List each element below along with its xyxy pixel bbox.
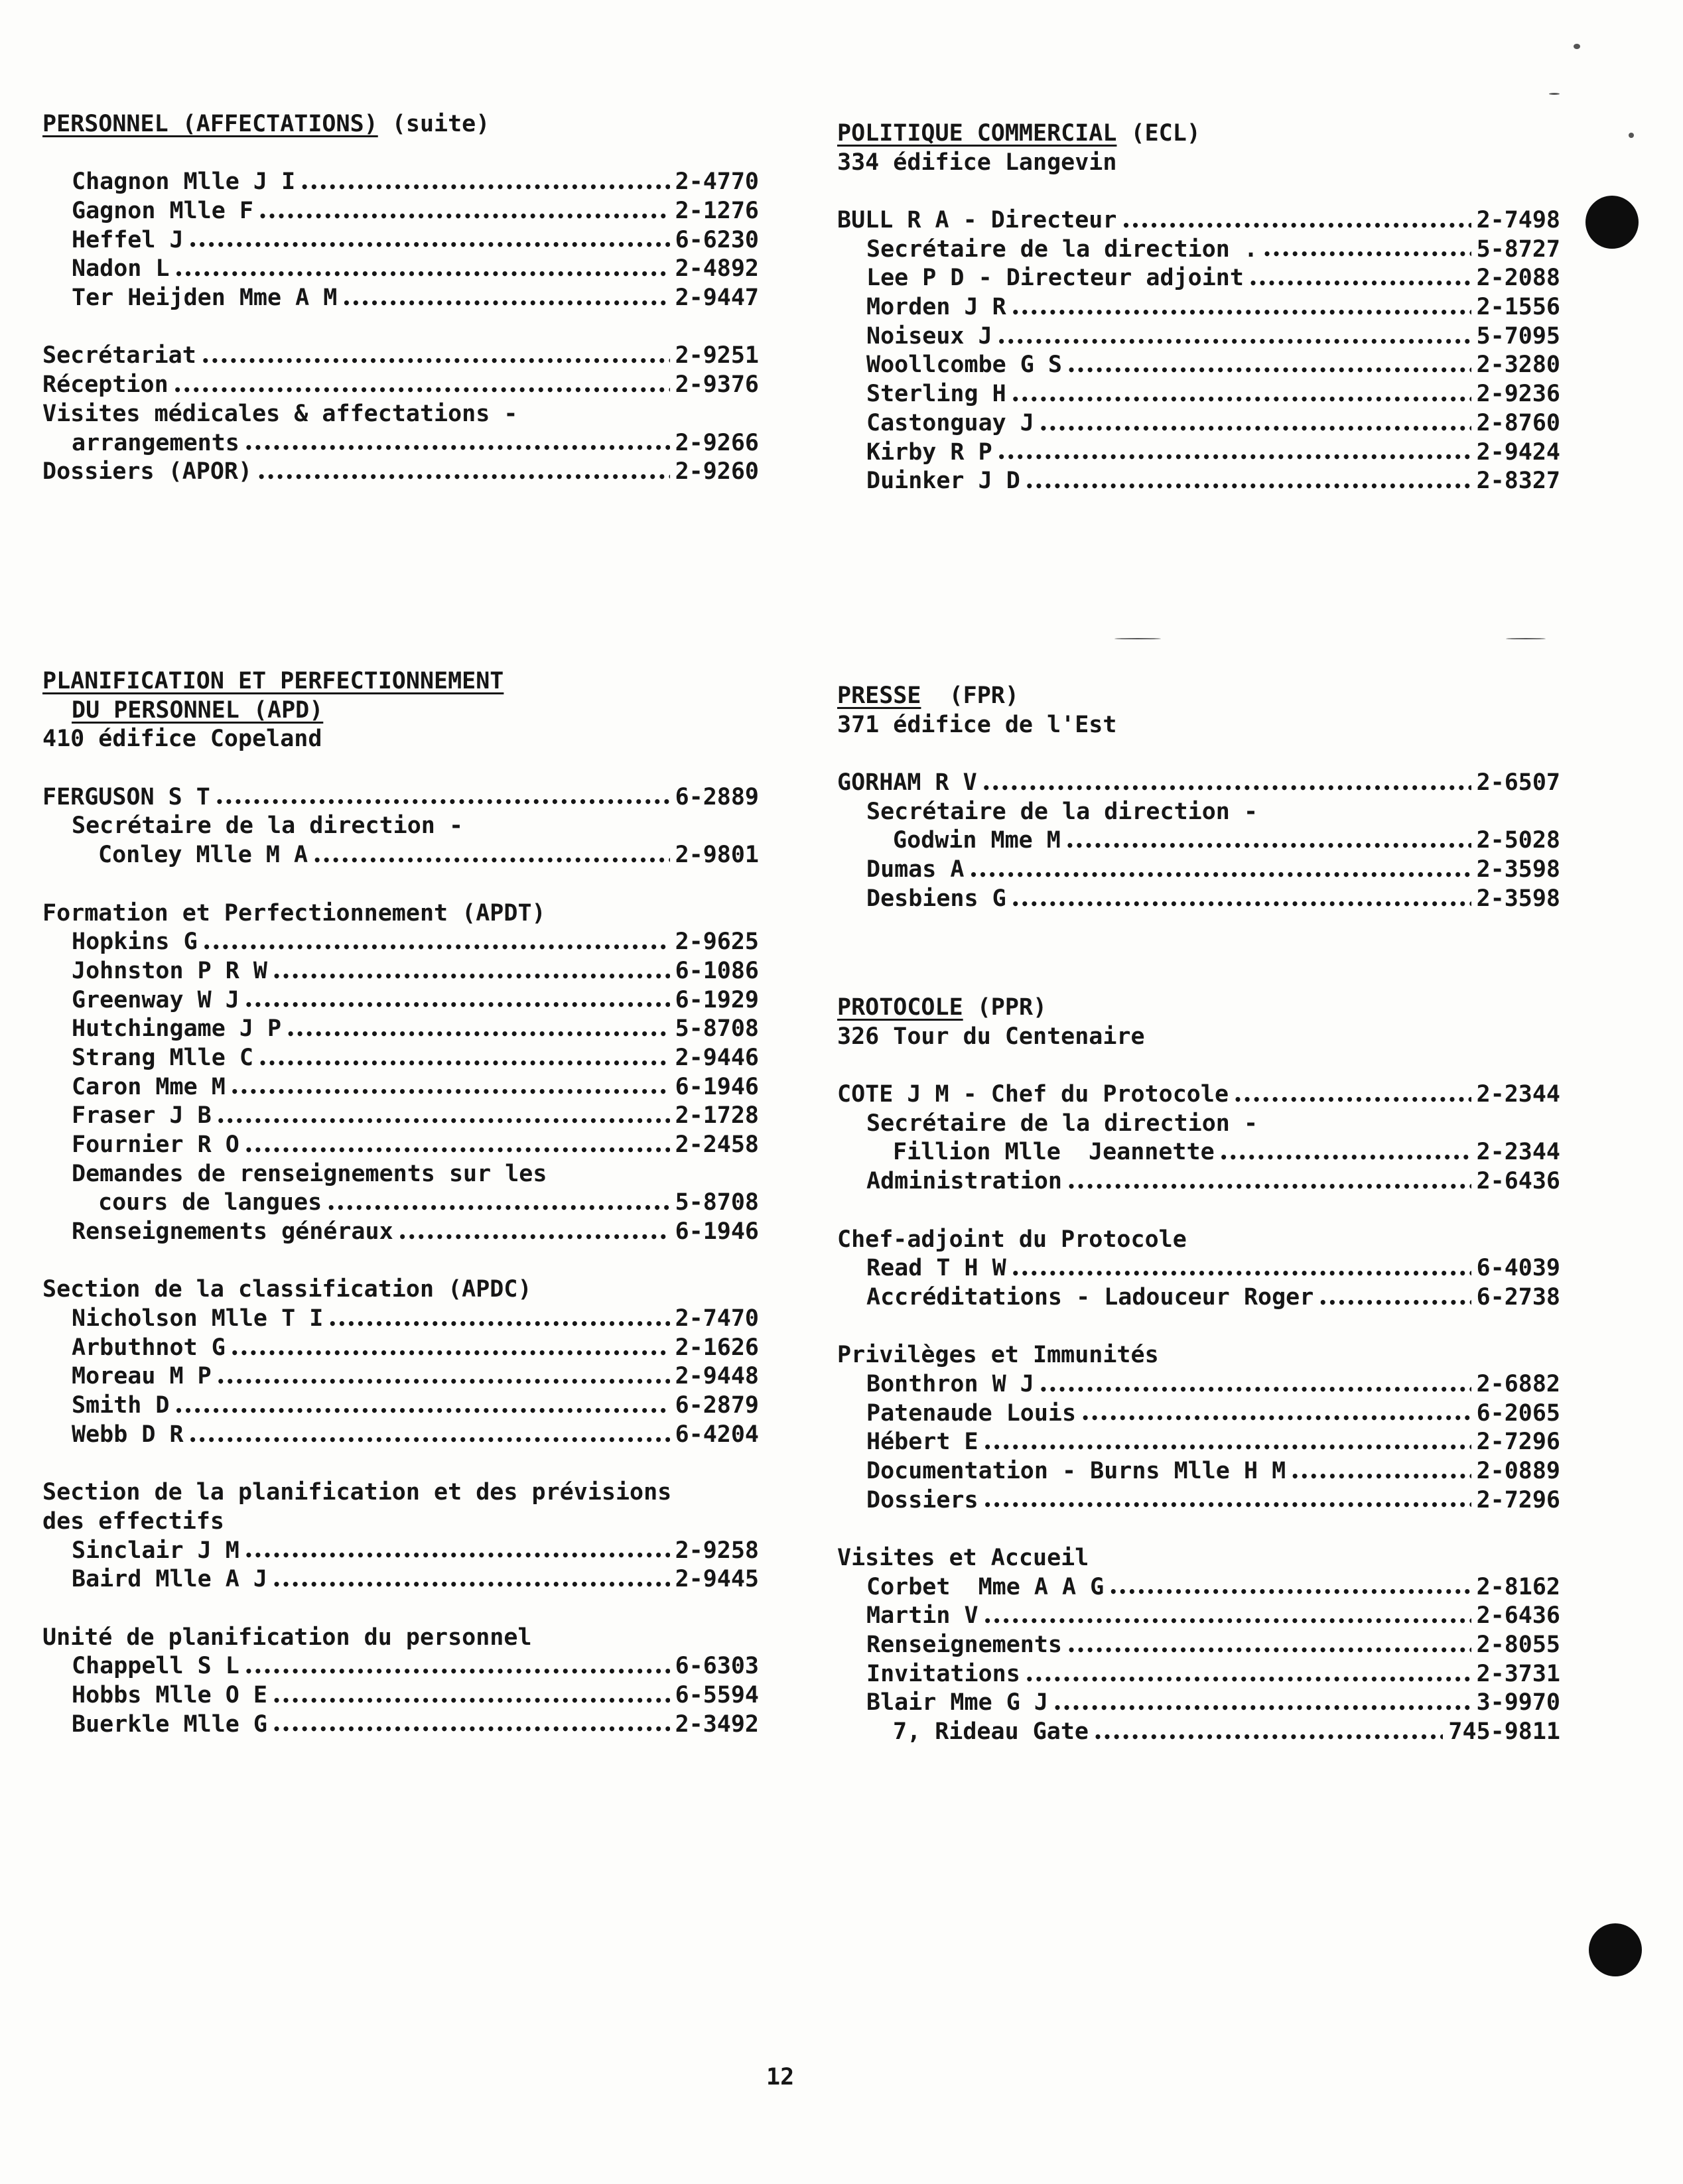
directory-row: Read T H W ••••• 6-4039 [837, 1254, 1560, 1283]
directory-row: Dossiers (APOR) ••••• 2-9260 [42, 458, 759, 487]
directory-row: Nicholson Mlle T I ••••• 2-7470 [42, 1305, 759, 1334]
scan-speck [1574, 44, 1580, 49]
directory-row: Ter Heijden Mme A M ••••• 2-9447 [42, 284, 759, 313]
section-title: PROTOCOLE (PPR) [837, 994, 1047, 1021]
directory-row: Hébert E ••••• 2-7296 [837, 1428, 1560, 1457]
directory-row: arrangements ••••• 2-9266 [42, 429, 759, 458]
directory-row: Réception ••••• 2-9376 [42, 371, 759, 400]
planification-section [42, 667, 759, 1739]
section-title: PLANIFICATION ET PERFECTIONNEMENT [42, 668, 504, 694]
politique-section [837, 119, 1560, 496]
directory-row: Chappell S L ••••• 6-6303 [42, 1652, 759, 1681]
directory-row: Accréditations - Ladouceur Roger ••••• 6-2738 [837, 1283, 1560, 1313]
directory-row: Kirby R P ••••• 2-9424 [837, 438, 1560, 468]
punch-hole [1585, 196, 1639, 249]
directory-row: Strang Mlle C ••••• 2-9446 [42, 1044, 759, 1073]
directory-row: Dossiers ••••• 2-7296 [837, 1486, 1560, 1515]
secretary-label: Secrétaire de la direction - [866, 1110, 1258, 1137]
directory-row: Greenway W J ••••• 6-1929 [42, 986, 759, 1015]
directory-row: Chagnon Mlle J I ••••• 2-4770 [42, 168, 759, 197]
directory-row: Arbuthnot G ••••• 2-1626 [42, 1334, 759, 1363]
presse-section [837, 682, 1560, 914]
subsection-label: Unité de planification du personnel [42, 1624, 532, 1651]
directory-row: Morden J R ••••• 2-1556 [837, 293, 1560, 322]
directory-row: Conley Mlle M A ••••• 2-9801 [42, 841, 759, 870]
section-title: PERSONNEL (AFFECTATIONS) (suite) [42, 111, 490, 137]
directory-row: Gagnon Mlle F ••••• 2-1276 [42, 197, 759, 226]
scan-speck [1549, 93, 1560, 95]
directory-row: Secrétaire de la direction . ••••• 5-8727 [837, 235, 1560, 265]
directory-row: Duinker J D ••••• 2-8327 [837, 467, 1560, 496]
secretary-label: Secrétaire de la direction - [866, 798, 1258, 825]
directory-row: cours de langues ••••• 5-8708 [42, 1188, 759, 1218]
protocole-section [837, 994, 1560, 1747]
directory-row: BULL R A - Directeur ••••• 2-7498 [837, 206, 1560, 235]
directory-row: Fraser J B ••••• 2-1728 [42, 1102, 759, 1131]
visites-label: Visites médicales & affectations - [42, 400, 518, 427]
directory-row: Documentation - Burns Mlle H M ••••• 2-0889 [837, 1457, 1560, 1486]
directory-row: Renseignements généraux ••••• 6-1946 [42, 1218, 759, 1247]
subsection-label: Privilèges et Immunités [837, 1342, 1159, 1369]
directory-row: Patenaude Louis ••••• 6-2065 [837, 1399, 1560, 1429]
directory-row: FERGUSON S T ••••• 6-2889 [42, 783, 759, 812]
directory-row: Castonguay J ••••• 2-8760 [837, 409, 1560, 438]
directory-row: Fillion Mlle Jeannette ••••• 2-2344 [837, 1138, 1560, 1167]
directory-row: COTE J M - Chef du Protocole ••••• 2-2344 [837, 1080, 1560, 1110]
directory-row: Sterling H ••••• 2-9236 [837, 380, 1560, 409]
directory-row: Administration ••••• 2-6436 [837, 1167, 1560, 1196]
directory-row: Bonthron W J ••••• 2-6882 [837, 1370, 1560, 1399]
directory-row: Desbiens G ••••• 2-3598 [837, 885, 1560, 914]
personnel-list [42, 168, 759, 312]
directory-row: Johnston P R W ••••• 6-1086 [42, 957, 759, 986]
directory-row: Blair Mme G J ••••• 3-9970 [837, 1689, 1560, 1718]
scan-speck [1114, 638, 1161, 639]
directory-row: Baird Mlle A J ••••• 2-9445 [42, 1565, 759, 1594]
directory-row: Caron Mme M ••••• 6-1946 [42, 1073, 759, 1102]
directory-row: Webb D R ••••• 6-4204 [42, 1421, 759, 1450]
directory-row: Dumas A ••••• 2-3598 [837, 856, 1560, 885]
section-title: POLITIQUE COMMERCIAL (ECL) [837, 120, 1201, 147]
subsection-label: Visites et Accueil [837, 1545, 1089, 1572]
directory-row: Hutchingame J P ••••• 5-8708 [42, 1015, 759, 1044]
directory-row: Invitations ••••• 2-3731 [837, 1660, 1560, 1689]
directory-row: Renseignements ••••• 2-8055 [837, 1631, 1560, 1660]
directory-row: 7, Rideau Gate ••••• 745-9811 [837, 1718, 1560, 1747]
directory-row: Nadon L ••••• 2-4892 [42, 255, 759, 284]
directory-row: Hopkins G ••••• 2-9625 [42, 928, 759, 957]
subsection-label: Chef-adjoint du Protocole [837, 1226, 1187, 1253]
secretary-label: Secrétaire de la direction - [72, 812, 464, 840]
personnel-section [42, 110, 759, 487]
section-address: 334 édifice Langevin [837, 149, 1117, 176]
directory-row: Corbet Mme A A G ••••• 2-8162 [837, 1573, 1560, 1602]
page-number: 12 [766, 2064, 795, 2090]
directory-row: Secrétariat ••••• 2-9251 [42, 342, 759, 371]
directory-row: Martin V ••••• 2-6436 [837, 1602, 1560, 1631]
section-address: 410 édifice Copeland [42, 726, 322, 753]
demandes-label: Demandes de renseignements sur les [72, 1160, 547, 1187]
scan-speck [1629, 133, 1634, 138]
scan-speck [1506, 638, 1546, 639]
section-title: PRESSE (FPR) [837, 682, 1019, 709]
subsection-label: Section de la planification et des prévisions [42, 1479, 672, 1506]
directory-row: Smith D ••••• 6-2879 [42, 1391, 759, 1421]
section-address: 371 édifice de l'Est [837, 711, 1117, 738]
directory-row: Moreau M P ••••• 2-9448 [42, 1363, 759, 1392]
directory-row: GORHAM R V ••••• 2-6507 [837, 769, 1560, 798]
directory-row: Noiseux J ••••• 5-7095 [837, 322, 1560, 352]
subsection-label-line2: des effectifs [42, 1508, 224, 1535]
directory-row: Sinclair J M ••••• 2-9258 [42, 1537, 759, 1566]
directory-row: Lee P D - Directeur adjoint ••••• 2-2088 [837, 264, 1560, 293]
directory-row: Woollcombe G S ••••• 2-3280 [837, 352, 1560, 381]
subsection-label: Section de la classification (APDC) [42, 1276, 532, 1303]
subsection-label: Formation et Perfectionnement (APDT) [42, 899, 546, 927]
section-address: 326 Tour du Centenaire [837, 1023, 1145, 1050]
directory-row: Buerkle Mlle G ••••• 2-3492 [42, 1710, 759, 1740]
directory-row: Fournier R O ••••• 2-2458 [42, 1131, 759, 1160]
section-title-line2: DU PERSONNEL (APD) [72, 696, 324, 724]
directory-row: Heffel J ••••• 6-6230 [42, 226, 759, 255]
directory-row: Godwin Mme M ••••• 2-5028 [837, 826, 1560, 856]
directory-row: Hobbs Mlle O E ••••• 6-5594 [42, 1681, 759, 1710]
punch-hole [1589, 1923, 1642, 1976]
